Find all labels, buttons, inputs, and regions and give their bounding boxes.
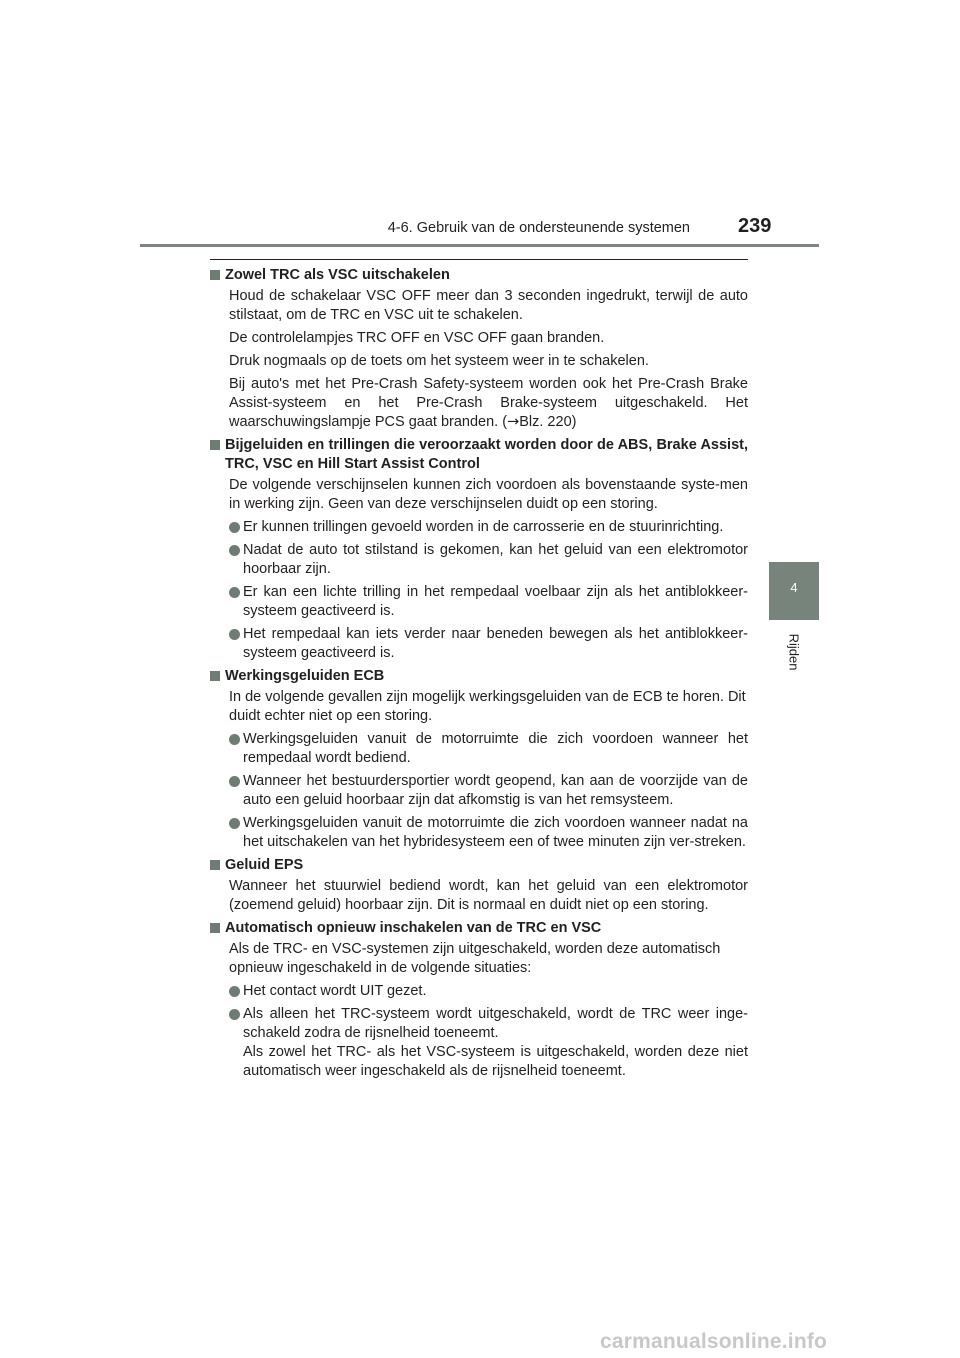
round-bullet-icon	[229, 1009, 240, 1020]
round-bullet-icon	[229, 776, 240, 787]
list-item-text: Werkingsgeluiden vanuit de motorruimte die zich voordoen wanneer het rempedaal wordt bediend.	[243, 731, 748, 766]
section-ecb-sounds	[210, 667, 748, 852]
content-divider	[210, 259, 748, 260]
round-bullet-icon	[229, 545, 240, 556]
list-item-text: Het contact wordt UIT gezet.	[243, 983, 427, 999]
square-bullet-icon	[210, 270, 220, 280]
paragraph: De controlelampjes TRC OFF en VSC OFF gaan branden.	[229, 330, 605, 346]
list-item	[229, 583, 748, 621]
page-content	[210, 266, 748, 1085]
section-trc-vsc-off	[210, 266, 748, 432]
section-eps-sound	[210, 856, 748, 915]
round-bullet-icon	[229, 986, 240, 997]
list-item	[229, 1005, 748, 1081]
heading-text: Zowel TRC als VSC uitschakelen	[225, 267, 450, 283]
round-bullet-icon	[229, 734, 240, 745]
paragraph: De volgende verschijnselen kunnen zich voordoen als bovenstaande syste-men in werking zijn. Geen van deze verschijnselen duidt op een storing.	[229, 477, 748, 512]
square-bullet-icon	[210, 440, 220, 450]
paragraph: Houd de schakelaar VSC OFF meer dan 3 seconden ingedrukt, terwijl de auto stilstaat, om de TRC en VSC uit te schakelen.	[229, 288, 748, 323]
round-bullet-icon	[229, 587, 240, 598]
round-bullet-icon	[229, 629, 240, 640]
section-heading	[210, 436, 748, 474]
square-bullet-icon	[210, 923, 220, 933]
list-item	[229, 730, 748, 768]
square-bullet-icon	[210, 860, 220, 870]
list-item-text-extra: Als zowel het TRC- als het VSC-systeem is uitgeschakeld, worden deze niet automatisch weer ingeschakeld als de rijsnelheid toeneemt.	[243, 1044, 748, 1079]
round-bullet-icon	[229, 818, 240, 829]
list-item-text: Het rempedaal kan iets verder naar beneden bewegen als het antiblokkeer-systeem geactiveerd is.	[243, 626, 748, 661]
chapter-tab	[769, 562, 819, 620]
chapter-number: 4	[790, 580, 798, 595]
paragraph: Druk nogmaals op de toets om het systeem weer in te schakelen.	[229, 353, 649, 369]
section-auto-reenable	[210, 919, 748, 1081]
list-item-text: Nadat de auto tot stilstand is gekomen, kan het geluid van een elektromotor hoorbaar zijn.	[243, 542, 748, 577]
list-item-text: Er kan een lichte trilling in het rempedaal voelbaar zijn als het antiblokkeer-systeem geactiveerd is.	[243, 584, 748, 619]
page-number: 239	[738, 215, 772, 237]
header-divider	[140, 244, 819, 247]
paragraph: Wanneer het stuurwiel bediend wordt, kan het geluid van een elektromotor (zoemend geluid) hoorbaar zijn. Dit is normaal en duidt niet op een storing.	[229, 878, 748, 913]
list-item-text-main: Als alleen het TRC-systeem wordt uitgeschakeld, wordt de TRC weer inge-schakeld zodra de rijsnelheid toeneemt.	[243, 1006, 748, 1041]
paragraph: In de volgende gevallen zijn mogelijk werkingsgeluiden van de ECB te horen. Dit duidt echter niet op een storing.	[229, 689, 746, 724]
section-title: 4-6. Gebruik van de ondersteunende systemen	[387, 220, 690, 236]
list-item	[229, 814, 748, 852]
round-bullet-icon	[229, 522, 240, 533]
paragraph	[229, 375, 748, 432]
watermark: carmanualsonline.info	[600, 1330, 828, 1353]
list-item-text	[243, 1005, 748, 1081]
page-reference-link[interactable]: Blz. 220)	[519, 414, 577, 430]
list-item-text: Wanneer het bestuurdersportier wordt geopend, kan aan de voorzijde van de auto een geluid hoorbaar zijn dat afkomstig is van het remsysteem.	[243, 773, 748, 808]
list-item	[229, 772, 748, 810]
section-heading	[210, 919, 748, 938]
paragraph: Als de TRC- en VSC-systemen zijn uitgeschakeld, worden deze automatisch opnieuw ingeschakeld in de volgende situaties:	[229, 941, 721, 976]
list-item	[229, 625, 748, 663]
heading-text: Bijgeluiden en trillingen die veroorzaakt worden door de ABS, Brake Assist, TRC, VSC en Hill Start Assist Control	[225, 437, 748, 472]
list-item-text: Werkingsgeluiden vanuit de motorruimte die zich voordoen wanneer nadat na het uitschakelen van het hybridesysteem een of twee minuten zijn ver-streken.	[243, 815, 748, 850]
square-bullet-icon	[210, 671, 220, 681]
section-heading	[210, 667, 748, 686]
list-item	[229, 982, 748, 1001]
heading-text: Geluid EPS	[225, 857, 304, 873]
heading-text: Automatisch opnieuw inschakelen van de TRC en VSC	[225, 920, 602, 936]
section-heading	[210, 266, 748, 285]
heading-text: Werkingsgeluiden ECB	[225, 668, 385, 684]
arrow-right-icon: →	[507, 414, 520, 430]
section-noises-vibrations	[210, 436, 748, 663]
paragraph-text: Bij auto's met het Pre-Crash Safety-systeem worden ook het Pre-Crash Brake Assist-systeem en het Pre-Crash Brake-systeem uitgeschakeld. Het waarschuwingslampje PCS gaat branden. (	[229, 376, 748, 430]
list-item	[229, 518, 748, 537]
list-item-text: Er kunnen trillingen gevoeld worden in de carrosserie en de stuurinrichting.	[243, 519, 724, 535]
section-heading	[210, 856, 748, 875]
list-item	[229, 541, 748, 579]
chapter-label: Rijden	[786, 633, 802, 671]
